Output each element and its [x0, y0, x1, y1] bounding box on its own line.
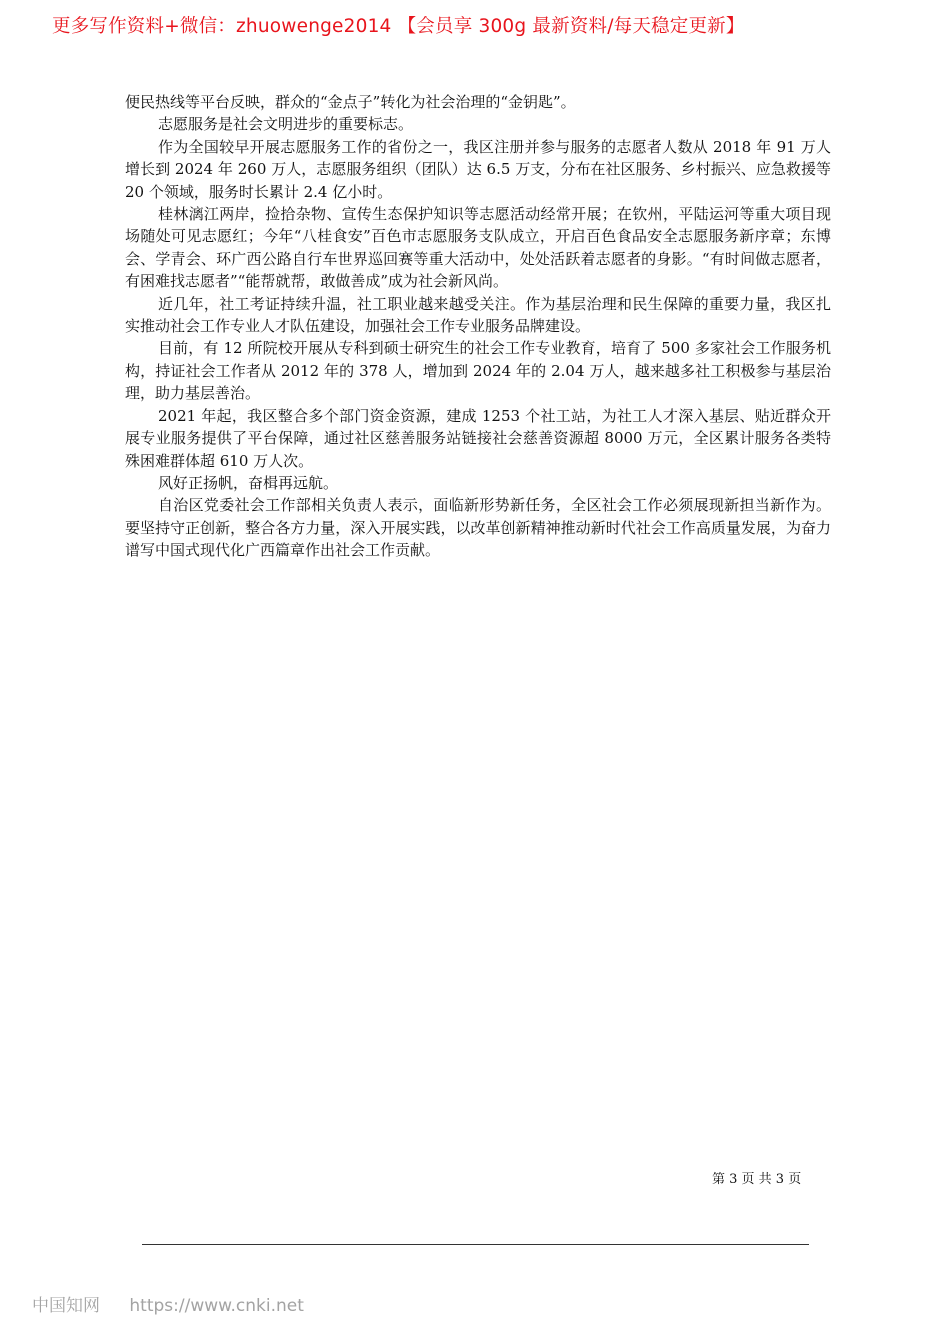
watermark-brand: 中国知网	[32, 1296, 100, 1316]
promo-banner: 更多写作资料+微信：zhuowenge2014 【会员享 300g 最新资料/每天稳定更新】	[52, 16, 745, 37]
paragraph: 风好正扬帆，奋楫再远航。	[158, 473, 339, 492]
paragraph: 近几年，社工考证持续升温，社工职业越来越受关注。作为基层治理和民生保障的重要力量，我区扎实推动社会工作专业人才队伍建设，加强社会工作专业服务品牌建设。	[125, 294, 831, 336]
paragraph: 目前，有 12 所院校开展从专科到硕士研究生的社会工作专业教育，培育了 500 多家社会工作服务机构，持证社会工作者从 2012 年的 378 人，增加到 2024 年的 2.04 万人，越来越多社工积极参与基层治理，助力基层善治。	[125, 339, 831, 403]
paragraph: 作为全国较早开展志愿服务工作的省份之一，我区注册并参与服务的志愿者人数从 2018 年 91 万人增长到 2024 年 260 万人，志愿服务组织（团队）达 6.5 万支，分布在社区服务、乡村振兴、应急救援等 20 个领域，服务时长累计 2.4 亿小时。	[125, 137, 831, 201]
paragraph: 自治区党委社会工作部相关负责人表示，面临新形势新任务，全区社会工作必须展现新担当新作为。要坚持守正创新，整合各方力量，深入开展实践，以改革创新精神推动新时代社会工作高质量发展，为奋力谱写中国式现代化广西篇章作出社会工作贡献。	[125, 496, 831, 560]
paragraph-continuation: 便民热线等平台反映，群众的“金点子”转化为社会治理的“金钥匙”。	[125, 93, 576, 111]
watermark	[32, 1294, 304, 1318]
paragraph: 桂林漓江两岸，捡拾杂物、宣传生态保护知识等志愿活动经常开展；在钦州，平陆运河等重大项目现场随处可见志愿红；今年“八桂食安”百色市志愿服务支队成立，开启百色食品安全志愿服务新序章；东博会、学青会、环广西公路自行车世界巡回赛等重大活动中，处处活跃着志愿者的身影。“有时间做志愿者，有困难找志愿者”“能帮就帮，敢做善成”成为社会新风尚。	[125, 205, 831, 291]
footer-divider	[142, 1244, 809, 1245]
paragraph: 2021 年起，我区整合多个部门资金资源，建成 1253 个社工站，为社工人才深入基层、贴近群众开展专业服务提供了平台保障，通过社区慈善服务站链接社会慈善资源超 8000 万元，全区累计服务各类特殊困难群体超 610 万人次。	[125, 406, 831, 470]
page-number: 第 3 页 共 3 页	[712, 1172, 802, 1187]
article-body	[125, 91, 831, 562]
paragraph: 志愿服务是社会文明进步的重要标志。	[158, 115, 414, 134]
watermark-url: https://www.cnki.net	[129, 1296, 304, 1316]
